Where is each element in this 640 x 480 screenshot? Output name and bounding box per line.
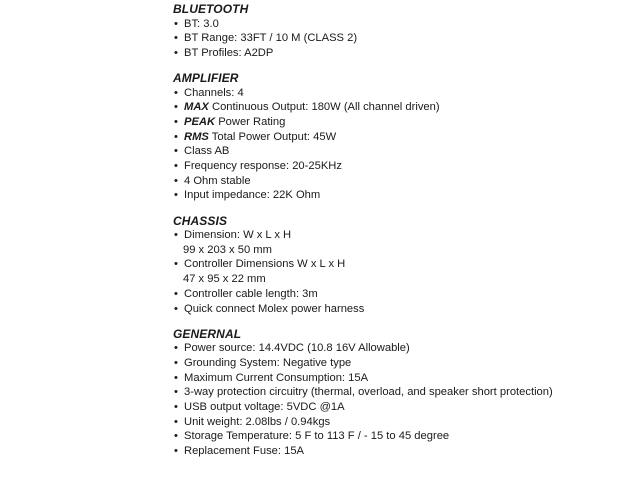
bullet-icon: • xyxy=(174,400,178,413)
list-item: • BT Range: 33FT / 10 M (CLASS 2) xyxy=(174,32,358,45)
chassis-heading: CHASSIS xyxy=(173,213,228,228)
list-item: • Channels: 4 xyxy=(174,86,244,99)
bullet-icon: • xyxy=(174,229,178,242)
list-item: • PEAK Power Rating xyxy=(174,115,286,128)
bullet-icon: • xyxy=(174,115,178,128)
bullet-icon: • xyxy=(174,46,178,59)
chassis-list xyxy=(173,228,633,316)
bullet-icon: • xyxy=(174,302,178,315)
list-item: • 4 Ohm stable xyxy=(174,174,251,187)
list-item: • Input impedance: 22K Ohm xyxy=(174,189,321,202)
bullet-icon: • xyxy=(174,356,178,369)
spec-sheet xyxy=(173,2,633,469)
list-item: • Frequency response: 20-25KHz xyxy=(174,160,342,172)
bullet-icon: • xyxy=(174,174,178,187)
list-item: • Maximum Current Consumption: 15A xyxy=(174,371,369,384)
list-item: • Grounding System: Negative type xyxy=(174,356,352,369)
bullet-icon: • xyxy=(174,258,178,271)
list-item: • Controller Dimensions W x L x H xyxy=(174,258,346,271)
chassis-section xyxy=(173,214,633,317)
bullet-icon: • xyxy=(174,32,178,45)
list-item: • Unit weight: 2.08lbs / 0.94kgs xyxy=(174,415,331,428)
list-item: • BT Profiles: A2DP xyxy=(174,46,274,59)
list-item-continuation: 99 x 203 x 50 mm xyxy=(183,243,272,256)
rms-label: RMS xyxy=(184,130,209,143)
bullet-icon: • xyxy=(174,445,178,457)
bluetooth-list xyxy=(173,17,633,61)
list-item: • MAX Continuous Output: 180W (All channel driven) xyxy=(174,101,440,114)
max-label: MAX xyxy=(184,101,209,114)
bullet-icon: • xyxy=(174,415,178,428)
list-item: • Replacement Fuse: 15A xyxy=(174,445,305,457)
general-section xyxy=(173,327,633,459)
bluetooth-section xyxy=(173,2,633,61)
list-item: • Quick connect Molex power harness xyxy=(174,302,365,315)
list-item-continuation: 47 x 95 x 22 mm xyxy=(183,273,266,286)
amplifier-list xyxy=(173,86,633,204)
amplifier-section xyxy=(173,71,633,203)
list-item: • Class AB xyxy=(174,145,230,158)
bullet-icon: • xyxy=(174,101,178,114)
bluetooth-heading: BLUETOOTH xyxy=(173,2,249,16)
amplifier-heading: AMPLIFIER xyxy=(173,71,239,86)
bullet-icon: • xyxy=(174,386,178,399)
general-list xyxy=(173,341,633,459)
bullet-icon: • xyxy=(174,342,178,355)
bullet-icon: • xyxy=(174,130,178,143)
list-item: • 3-way protection circuitry (thermal, overload, and speaker short protection) xyxy=(174,386,553,399)
general-heading: GENERNAL xyxy=(173,326,242,341)
bullet-icon: • xyxy=(174,86,178,99)
list-item: • USB output voltage: 5VDC @1A xyxy=(174,400,345,413)
bullet-icon: • xyxy=(174,430,178,443)
list-item: • Power source: 14.4VDC (10.8 16V Allowable) xyxy=(174,342,410,355)
bullet-icon: • xyxy=(174,17,178,30)
bullet-icon: • xyxy=(174,287,178,300)
list-item: • RMS Total Power Output: 45W xyxy=(174,130,337,143)
bullet-icon: • xyxy=(174,371,178,384)
bullet-icon: • xyxy=(174,145,178,158)
list-item: • BT: 3.0 xyxy=(174,17,219,30)
list-item: • Controller cable length: 3m xyxy=(174,287,318,300)
list-item: • Dimension: W x L x H xyxy=(174,229,292,242)
peak-label: PEAK xyxy=(184,115,216,128)
bullet-icon: • xyxy=(174,160,178,172)
bullet-icon: • xyxy=(174,189,178,202)
list-item: • Storage Temperature: 5 F to 113 F / - 15 to 45 degree xyxy=(174,430,450,443)
